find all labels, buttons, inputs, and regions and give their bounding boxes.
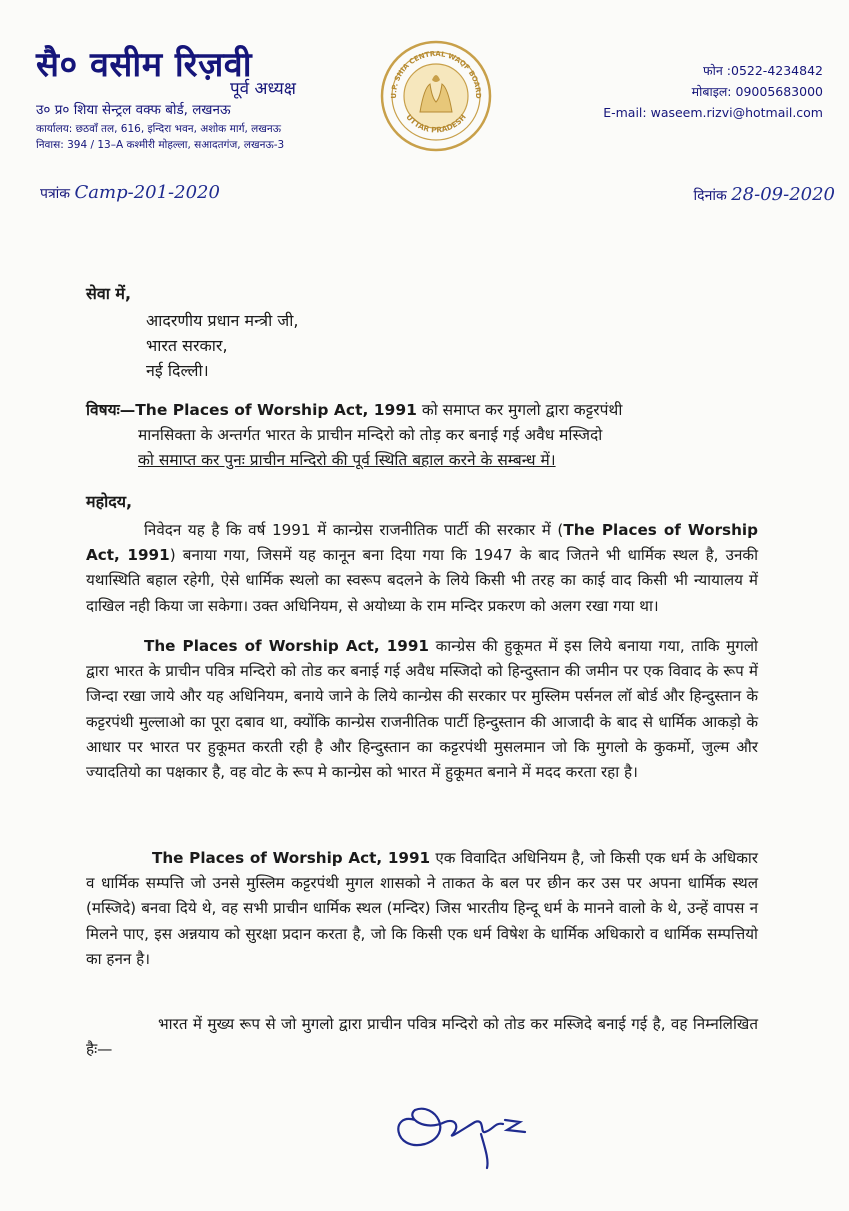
paragraph-2-act: The Places of Worship Act, 1991	[144, 637, 429, 655]
signature-icon	[385, 1082, 555, 1172]
recipient-line-2: भारत सरकार,	[146, 336, 228, 355]
date-value: 28-09-2020	[731, 184, 835, 205]
seal-bottom-text: UTTAR PRADESH	[404, 112, 468, 135]
waqf-board-seal-icon	[380, 40, 492, 152]
reference-number: Camp-201-2020	[74, 182, 220, 203]
subject-line-2: मानसिक्ता के अन्तर्गत भारत के प्राचीन मन्दिरो को तोड़ कर बनाई गई अवैध मस्जिदो	[138, 426, 603, 444]
subject-label: विषयः—	[86, 401, 136, 419]
paragraph-4: भारत में मुख्य रूप से जो मुगलो द्वारा प्राचीन पवित्र मन्दिरो को तोड कर मस्जिदे बनाई गई है, वह निम्नलिखित हैः—	[86, 1015, 758, 1059]
mobile-label: मोबाइल:	[691, 84, 732, 99]
mobile-value: 09005683000	[735, 84, 823, 99]
recipient-salutation: सेवा में,	[86, 284, 132, 303]
letterhead-office-address: कार्यालय: छठवाँ तल, 616, इन्दिरा भवन, अशोक मार्ग, लखनऊ	[36, 123, 281, 135]
subject-act-name: The Places of Worship Act, 1991	[135, 401, 417, 419]
email-label: E-mail:	[603, 105, 647, 120]
letterhead-residence-address: निवास: 394 / 13–A कश्मीरी मोहल्ला, सआदतगंज, लखनऊ-3	[36, 139, 285, 151]
paragraph-1	[86, 518, 758, 619]
phone-label: फोन	[702, 63, 723, 78]
greeting: महोदय,	[86, 492, 133, 511]
paragraph-2-post: कान्ग्रेस की हुकूमत में इस लिये बनाया गया, ताकि मुगलो द्वारा भारत के प्राचीन पवित्र मन्दिरो को तोड कर बनाई गई अवैध मस्जिदो को हिन्दुस्तान की जमीन पर एक विवाद के रूप में जिन्दा रखा जाये और यह अधिनियम, बनाये जाने के लिये कान्ग्रेस की सरकार पर मुस्लिम पर्सनल लॉ बोर्ड और हिन्दुस्तान के कट्टरपंथी मुल्लाओ का पूरा दबाव था, क्योंकि कान्ग्रेस राजनीतिक पार्टी हिन्दुस्तान की आजादी के बाद से धार्मिक आकड़ो के आधार पर भारत पर हुकूमत करती रही है और हिन्दुस्तान का कट्टरपंथी मुसलमान जो कि मुगलो के कुकर्मो, जुल्म और ज्यादतियो का पक्षकार है, वह वोट के रूप मे कान्ग्रेस को भारत में हुकूमत बनाने में मदद करता रहा है।	[86, 637, 758, 782]
paragraph-3-act: The Places of Worship Act, 1991	[152, 849, 431, 867]
letterhead-designation: पूर्व अध्यक्ष	[230, 79, 296, 99]
subject-line-1-rest: को समाप्त कर मुगलो द्वारा कट्टरपंथी	[416, 401, 623, 419]
email-line	[603, 102, 823, 123]
paragraph-3-post: एक विवादित अधिनियम है, जो किसी एक धर्म के अधिकार व धार्मिक सम्पत्ति जो उनसे मुस्लिम कट्टरपंथी मुगल शासको ने ताकत के बल पर छीन कर उस पर अपना धार्मिक स्थल (मस्जिदे) बनवा दिये थे, वह सभी प्राचीन धार्मिक स्थल (मन्दिर) जिस भारतीय हिन्दू धर्म के मानने वालो के थे, उन्हें वापस न मिलने पाए, इस अन्नयाय को सुरक्षा प्रदान करता है, जो कि किसी एक धर्म विषेश के धार्मिक अधिकारो व धार्मिक सम्पत्तियो का हनन है।	[86, 849, 759, 968]
subject-line-3: को समाप्त कर पुनः प्राचीन मन्दिरो की पूर्व स्थिति बहाल करने के सम्बन्ध में।	[138, 451, 556, 469]
reference-line	[40, 182, 220, 203]
paragraph-2	[86, 634, 758, 785]
email-value: waseem.rizvi@hotmail.com	[650, 105, 823, 120]
recipient-line-3: नई दिल्ली।	[146, 361, 209, 380]
date-line	[694, 184, 835, 205]
recipient-line-1: आदरणीय प्रधान मन्त्री जी,	[146, 311, 299, 330]
paragraph-1-post: ) बनाया गया, जिसमें यह कानून बना दिया गया कि 1947 के बाद जितने भी धार्मिक स्थल है, उनकी यथास्थिति बहाल रहेगी, ऐसे धार्मिक स्थलो का स्वरूप बदलने के लिये किसी भी तरह का काई वाद किसी भी न्यायालय में दाखिल नही किया जा सकेगा। उक्त अधिनियम, से अयोध्या के राम मन्दिर प्रकरण को अलग रखा गया था।	[86, 546, 759, 615]
letterhead-board: उ० प्र० शिया सेन्ट्रल वक्फ बोर्ड, लखनऊ	[36, 102, 231, 118]
paragraph-3	[86, 846, 758, 972]
mobile-line	[603, 81, 823, 102]
recipient-address	[146, 308, 298, 383]
letterhead-contact	[603, 60, 823, 123]
paragraph-1-pre: निवेदन यह है कि वर्ष 1991 में कान्ग्रेस राजनीतिक पार्टी की सरकार में (	[144, 521, 564, 539]
subject-block	[86, 398, 766, 473]
seal-top-text: U.P. SHIA CENTRAL WAQF BOARD	[389, 49, 483, 99]
date-label: दिनांक	[693, 188, 727, 204]
reference-label: पत्रांक	[40, 186, 71, 202]
subject-line-1	[86, 398, 766, 423]
phone-line	[603, 60, 823, 81]
paragraph-1-act: The Places of Worship Act, 1991	[86, 521, 758, 565]
letterhead-name: सै० वसीम रिज़वी	[36, 45, 253, 85]
phone-value: :0522-4234842	[726, 63, 823, 78]
